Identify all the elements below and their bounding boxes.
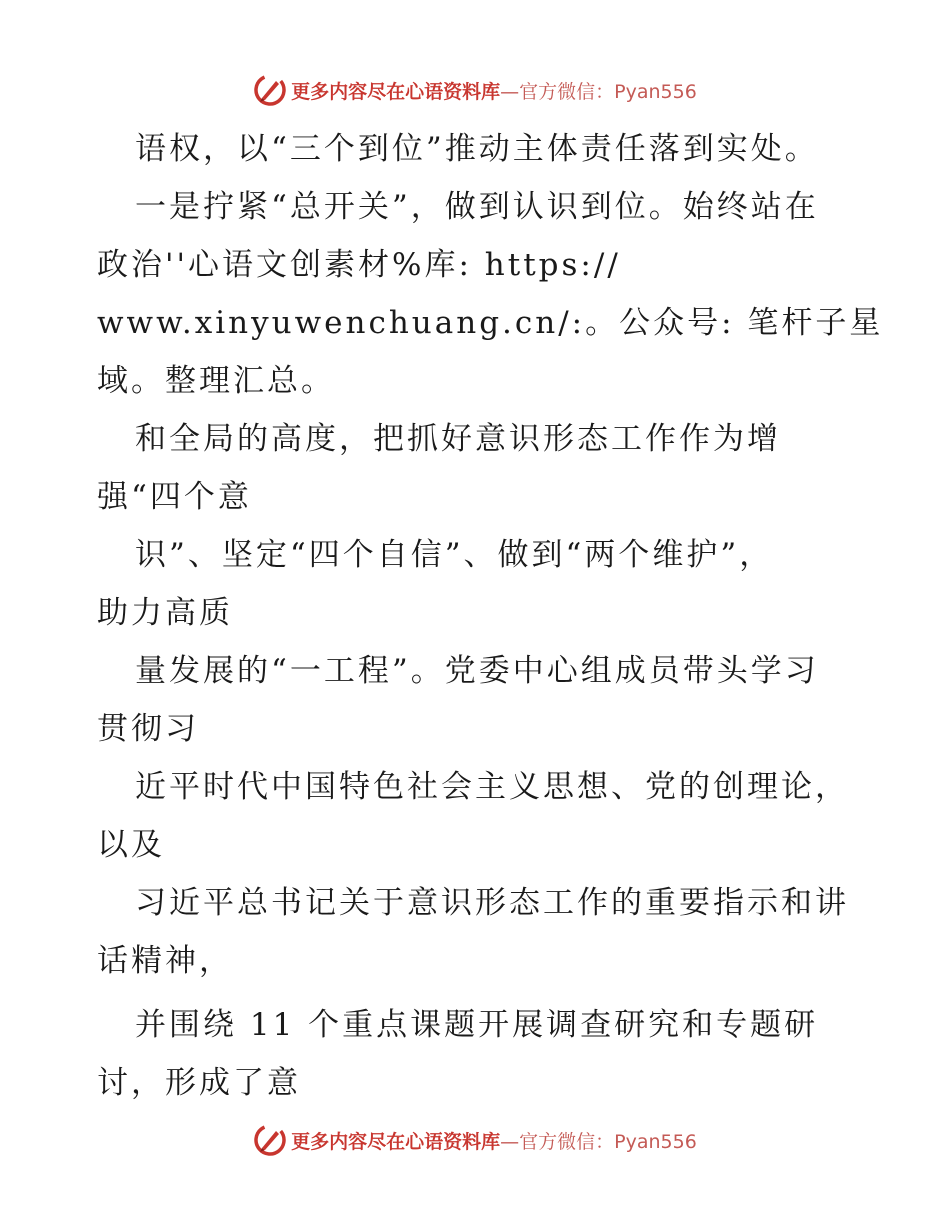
text-line: 政治''心语文创素材%库: https:// [97, 247, 621, 283]
banner-wechat-text: —官方微信：Pyan556 [500, 80, 697, 103]
banner-wechat-text: —官方微信：Pyan556 [500, 1130, 697, 1153]
text-line: 贯彻习 [97, 711, 199, 747]
text-line: 和全局的高度，把抓好意识形态工作作为增 [135, 421, 781, 457]
text-line: 以及 [97, 827, 165, 863]
quill-logo-icon [253, 73, 287, 107]
text-line: 助力高质 [97, 595, 233, 631]
text-line: 一是拧紧“总开关”，做到认识到位。始终站在 [135, 189, 819, 225]
text-line: 语权，以“三个到位”推动主体责任落到实处。 [135, 131, 819, 167]
text-line: 话精神， [97, 943, 233, 979]
text-line: 并围绕 11 个重点课题开展调查研究和专题研 [135, 1007, 819, 1043]
quill-logo-icon [253, 1123, 287, 1157]
text-line: 强“四个意 [97, 479, 252, 515]
text-line: 识”、坚定“四个自信”、做到“两个维护”， [135, 537, 774, 573]
text-line: 域。整理汇总。 [97, 363, 335, 399]
banner-lead-text: 更多内容尽在心语资料库 [291, 1130, 501, 1153]
text-line: 习近平总书记关于意识形态工作的重要指示和讲 [135, 885, 849, 921]
text-line: 量发展的“一工程”。党委中心组成员带头学习 [135, 653, 819, 689]
footer-watermark-banner [0, 1120, 950, 1160]
text-line: 近平时代中国特色社会主义思想、党的创理论， [135, 769, 849, 805]
text-line: www.xinyuwenchuang.cn/:。公众号: 笔杆子星 [97, 305, 884, 341]
banner-lead-text: 更多内容尽在心语资料库 [291, 80, 501, 103]
header-watermark-banner [0, 70, 950, 110]
text-line: 讨，形成了意 [97, 1065, 301, 1101]
